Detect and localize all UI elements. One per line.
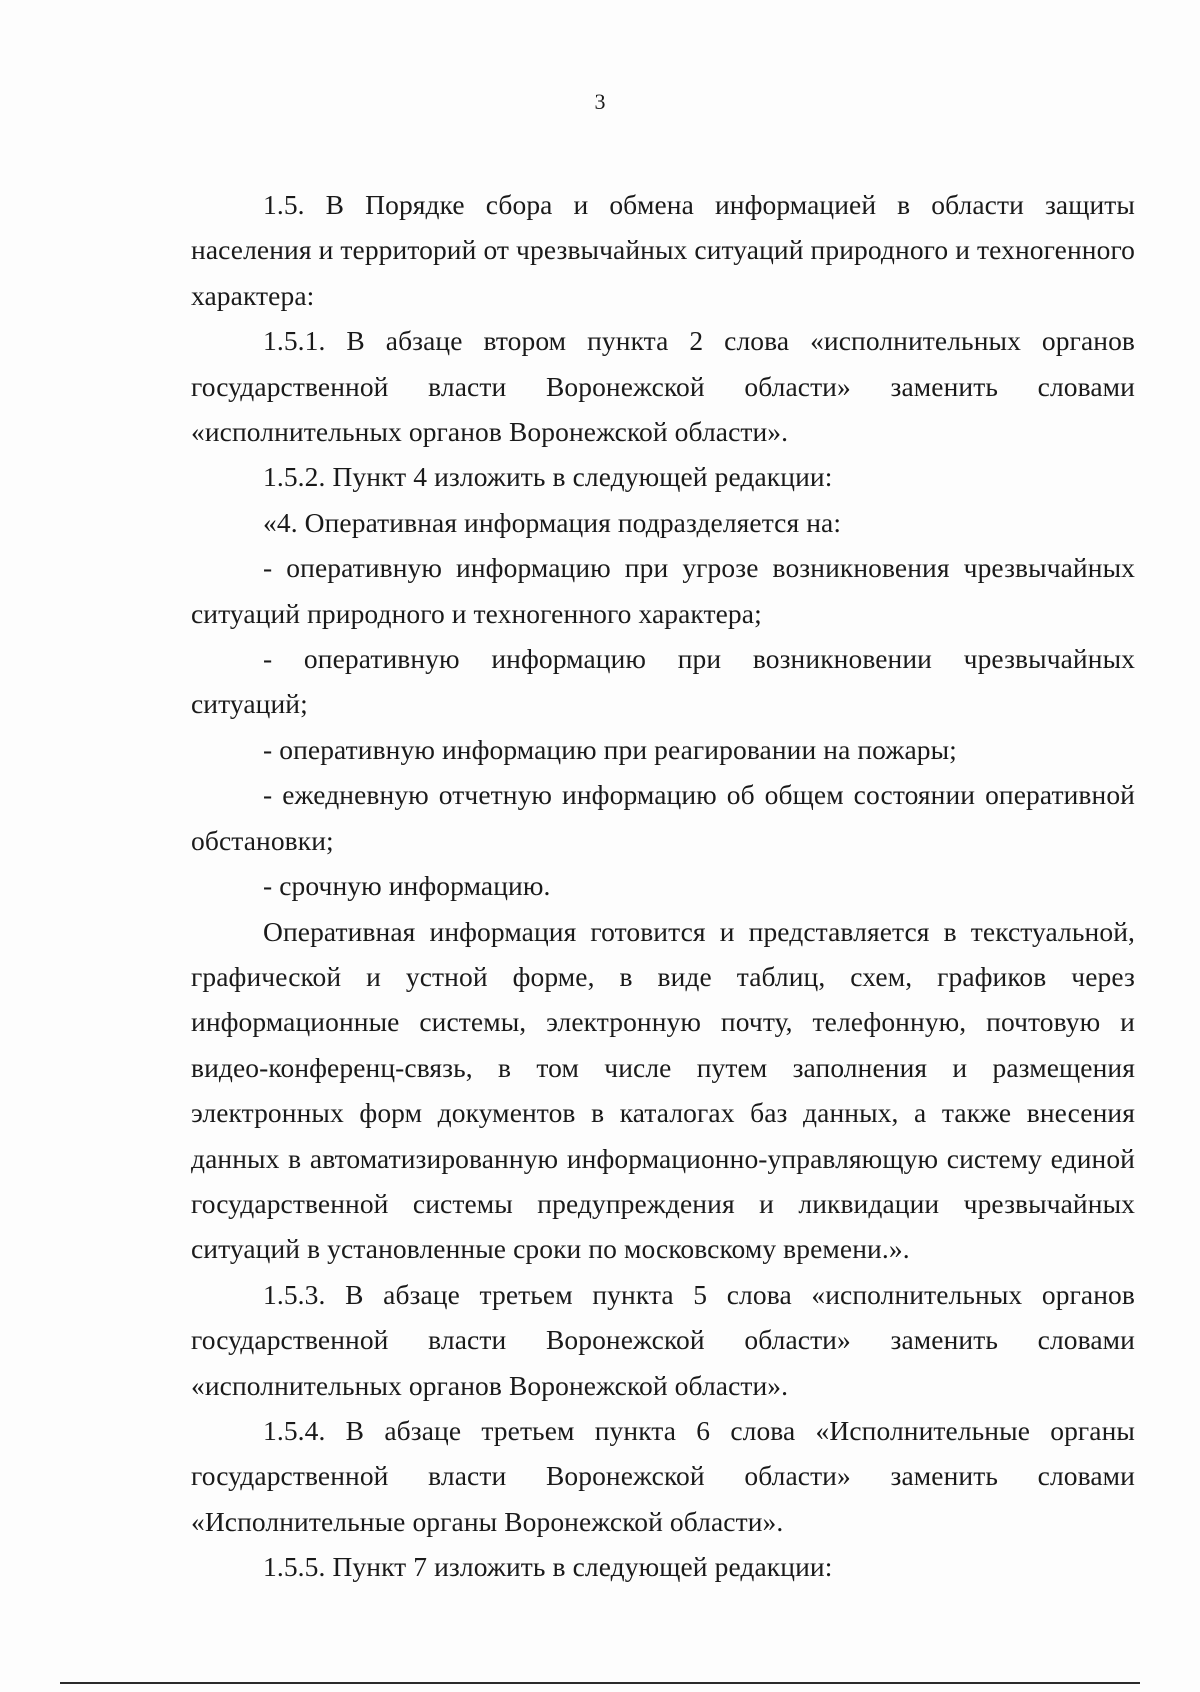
bottom-rule: [60, 1682, 1140, 1684]
paragraph-1-5-5: 1.5.5. Пункт 7 изложить в следующей редакции:: [263, 1551, 833, 1583]
list-item-occurrence: - оперативную информацию при возникновении чрезвычайных ситуаций;: [191, 643, 1135, 720]
document-body: [191, 182, 1135, 1590]
paragraph-1-5-3: 1.5.3. В абзаце третьем пункта 5 слова «исполнительных органов государственной власти Воронежской области» заменить словами «исполнительных органов Воронежской области».: [191, 1278, 1135, 1401]
paragraph-1-5: 1.5. В Порядке сбора и обмена информацией в области защиты населения и территорий от чрезвычайных ситуаций природного и техногенного характера:: [191, 189, 1135, 311]
list-item-fires: - оперативную информацию при реагировании на пожары;: [263, 733, 957, 765]
paragraph-1-5-1: 1.5.1. В абзаце втором пункта 2 слова «исполнительных органов государственной власти Воронежской области» заменить словами «исполнительных органов Воронежской области».: [191, 325, 1135, 448]
paragraph-1-5-4: 1.5.4. В абзаце третьем пункта 6 слова «Исполнительные органы государственной власти Воронежской области» заменить словами «Исполнительные органы Воронежской области».: [191, 1414, 1135, 1537]
list-item-daily-report: - ежедневную отчетную информацию об общем состоянии оперативной обстановки;: [191, 779, 1135, 856]
list-item-urgent: - срочную информацию.: [263, 870, 551, 902]
page-number: 3: [594, 89, 606, 114]
paragraph-item-4-intro: «4. Оперативная информация подразделяется на:: [263, 506, 842, 538]
list-item-threat: - оперативную информацию при угрозе возникновения чрезвычайных ситуаций природного и техногенного характера;: [191, 552, 1135, 629]
paragraph-1-5-2: 1.5.2. Пункт 4 изложить в следующей редакции:: [263, 461, 833, 493]
paragraph-info-forms: Оперативная информация готовится и представляется в текстуальной, графической и устной форме, в виде таблиц, схем, графиков через информационные системы, электронную почту, телефонную, почтовую и видео-конференц-связь, в том числе путем заполнения и размещения электронных форм документов в каталогах баз данных, а также внесения данных в автоматизированную информационно-управляющую систему единой государственной системы предупреждения и ликвидации чрезвычайных ситуаций в установленные сроки по московскому времени.».: [191, 915, 1135, 1265]
